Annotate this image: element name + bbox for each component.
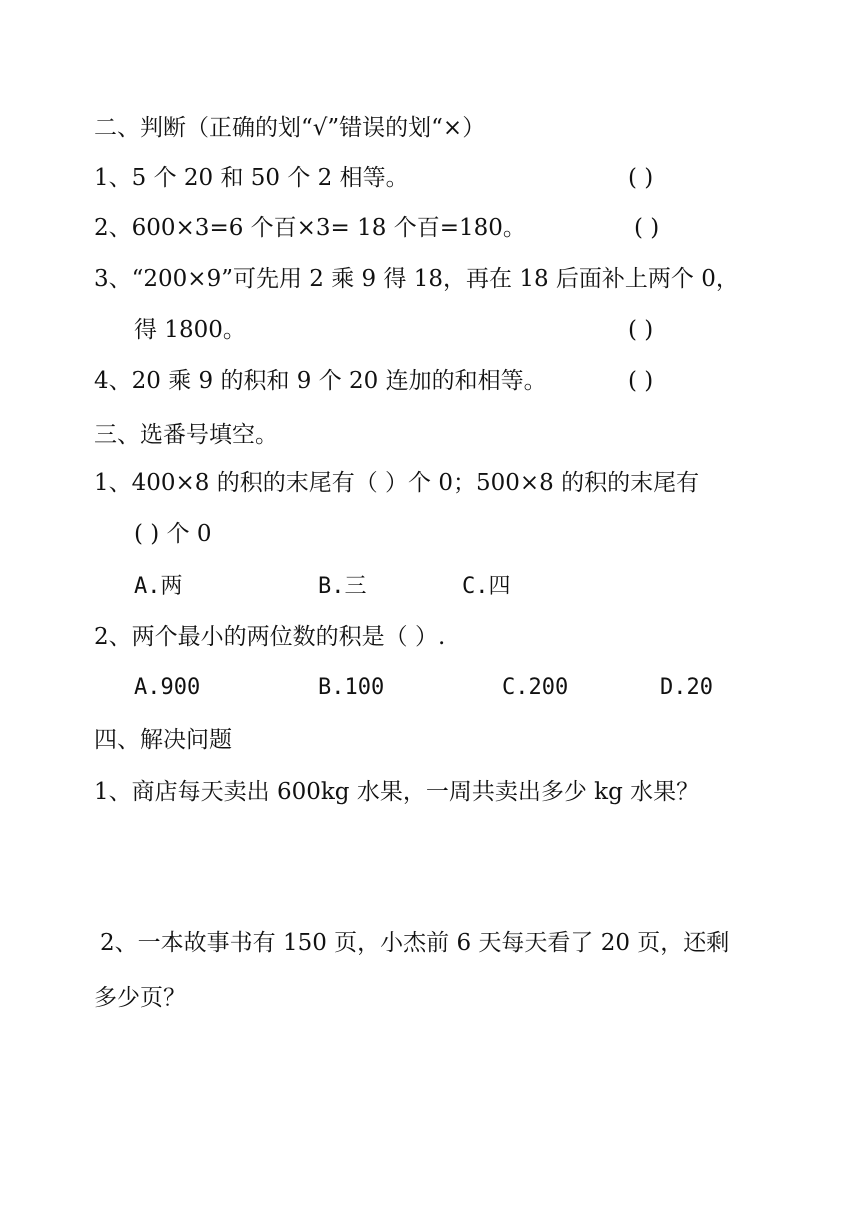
choice-2-option-b[interactable]: B.100 [318,675,385,700]
judge-answer-blank-4[interactable]: ( ) [628,368,654,394]
judge-answer-blank-3[interactable]: ( ) [628,317,654,343]
judge-question-4: 4、20 乘 9 的积和 9 个 20 连加的和相等。 [94,368,547,394]
problem-question-1: 1、商店每天卖出 600kg 水果，一周共卖出多少 kg 水果？ [94,779,700,805]
choice-1-option-c[interactable]: C.四 [462,574,511,599]
choice-1-option-b[interactable]: B.三 [318,574,367,599]
choice-question-1: 1、400×8 的积的末尾有（ ）个 0；500×8 的积的末尾有 [94,470,700,496]
choice-1-option-a[interactable]: A.两 [134,574,183,599]
choice-2-option-d[interactable]: D.20 [660,675,713,700]
judge-answer-blank-2[interactable]: ( ) [634,215,660,241]
judge-question-3: 3、“200×9”可先用 2 乘 9 得 18，再在 18 后面补上两个 0， [94,266,739,292]
choice-question-1-continuation: ( ) 个 0 [134,521,212,547]
judge-answer-blank-1[interactable]: ( ) [628,165,654,191]
choice-2-option-c[interactable]: C.200 [502,675,569,700]
judge-question-2: 2、600×3=6 个百×3= 18 个百=180。 [94,215,526,241]
judge-question-1: 1、5 个 20 和 50 个 2 相等。 [94,165,409,191]
problem-question-2: 2、一本故事书有 150 页，小杰前 6 天每天看了 20 页，还剩 [100,930,730,956]
section-4-heading: 四、解决问题 [94,727,232,753]
section-3-heading: 三、选番号填空。 [94,422,278,448]
choice-2-option-a[interactable]: A.900 [134,675,201,700]
judge-question-3-continuation: 得 1800。 [134,317,246,343]
choice-question-2: 2、两个最小的两位数的积是（ ）. [94,624,446,650]
problem-question-2-continuation: 多少页？ [94,985,186,1011]
section-2-heading: 二、判断（正确的划“√”错误的划“×） [94,115,486,141]
